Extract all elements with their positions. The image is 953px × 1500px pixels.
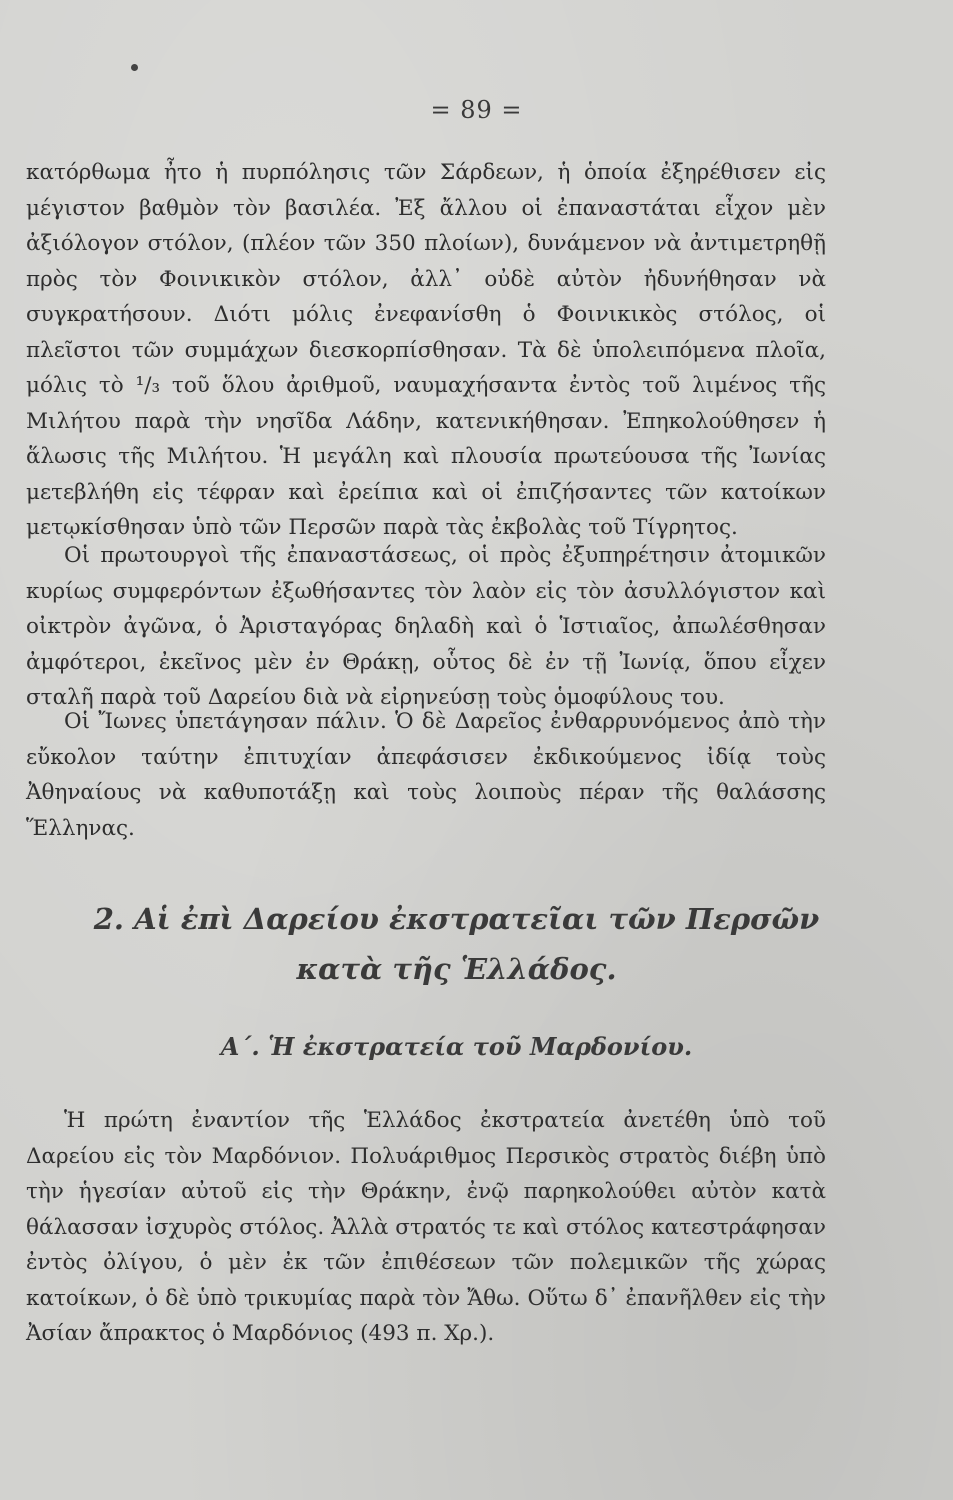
ink-speck bbox=[131, 64, 138, 71]
paragraph-2: Οἱ πρωτουργοὶ τῆς ἐπαναστάσεως, οἱ πρὸς ἐξυπηρέτησιν ἀτομικῶν κυρίως συμφερόντων ἐξωθήσαντες τὸν λαὸν εἰς τὸν ἀσυλλόγιστον καὶ οἰκτρὸν ἀγῶνα, ὁ Ἀρισταγόρας δηλαδὴ καὶ ὁ Ἱστιαῖος, ἀπωλέσθησαν ἀμφότεροι, ἐκεῖνος μὲν ἐν Θράκῃ, οὗτος δὲ ἐν τῇ Ἰωνίᾳ, ὅπου εἶχεν σταλῆ παρὰ τοῦ Δαρείου διὰ νὰ εἰρηνεύσῃ τοὺς ὁμοφύλους του. bbox=[26, 543, 826, 710]
section-heading-line-1: 2. Αἱ ἐπὶ Δαρείου ἐκστρατεῖαι τῶν Περσῶν bbox=[93, 902, 820, 936]
paragraph-1: κατόρθωμα ἦτο ἡ πυρπόλησις τῶν Σάρδεων, ἡ ὁποία ἐξηρέθισεν εἰς μέγιστον βαθμὸν τὸν βασιλέα. Ἐξ ἄλλου οἱ ἐπαναστάται εἶχον μὲν ἀξιόλογον στόλον, (πλέον τῶν 350 πλοίων), δυνάμενον νὰ ἀντιμετρηθῇ πρὸς τὸν Φοινικικὸν στόλον, ἀλλ᾽ οὐδὲ αὐτὸν ἠδυνήθησαν νὰ συγκρατήσουν. Διότι μόλις ἐνεφανίσθη ὁ Φοινικικὸς στόλος, οἱ πλεῖστοι τῶν συμμάχων διεσκορπίσθησαν. Τὰ δὲ ὑπολειπόμενα πλοῖα, μόλις τὸ ¹/₃ τοῦ ὅλου ἀριθμοῦ, ναυμαχήσαντα ἐντὸς τοῦ λιμένος τῆς Μιλήτου παρὰ τὴν νησῖδα Λάδην, κατενικήθησαν. Ἐπηκολούθησεν ἡ ἅλωσις τῆς Μιλήτου. Ἡ μεγάλη καὶ πλουσία πρωτεύουσα τῆς Ἰωνίας μετεβλήθη εἰς τέφραν καὶ ἐρείπια καὶ οἱ ἐπιζήσαντες τῶν κατοίκων μετῳκίσθησαν ὑπὸ τῶν Περσῶν παρὰ τὰς ἐκβολὰς τοῦ Τίγρητος. bbox=[26, 160, 826, 540]
page-number: = 89 = bbox=[430, 96, 523, 124]
paragraph-3: Οἱ Ἴωνες ὑπετάγησαν πάλιν. Ὁ δὲ Δαρεῖος ἐνθαρρυνόμενος ἀπὸ τὴν εὔκολον ταύτην ἐπιτυχίαν ἀπεφάσισεν ἐκδικούμενος ἰδίᾳ τοὺς Ἀθηναίους νὰ καθυποτάξῃ καὶ τοὺς λοιποὺς πέραν τῆς θαλάσσης Ἕλληνας. bbox=[26, 709, 826, 841]
subsection-heading: Α΄. Ἡ ἐκστρατεία τοῦ Μαρδονίου. bbox=[220, 1032, 693, 1061]
paragraph-4: Ἡ πρώτη ἐναντίον τῆς Ἑλλάδος ἐκστρατεία ἀνετέθη ὑπὸ τοῦ Δαρείου εἰς τὸν Μαρδόνιον. Πολυάριθμος Περσικὸς στρατὸς διέβη ὑπὸ τὴν ἡγεσίαν αὐτοῦ εἰς τὴν Θράκην, ἐνῷ παρηκολούθει αὐτὸν κατὰ θάλασσαν ἰσχυρὸς στόλος. Ἀλλὰ στρατός τε καὶ στόλος κατεστράφησαν ἐντὸς ὀλίγου, ὁ μὲν ἐκ τῶν ἐπιθέσεων τῶν πολεμικῶν τῆς χώρας κατοίκων, ὁ δὲ ὑπὸ τρικυμίας παρὰ τὸν Ἄθω. Οὕτω δ᾽ ἐπανῆλθεν εἰς τὴν Ἀσίαν ἄπρακτος ὁ Μαρδόνιος (493 π. Χρ.). bbox=[26, 1108, 826, 1346]
section-heading-line-2: κατὰ τῆς Ἑλλάδος. bbox=[296, 952, 617, 986]
